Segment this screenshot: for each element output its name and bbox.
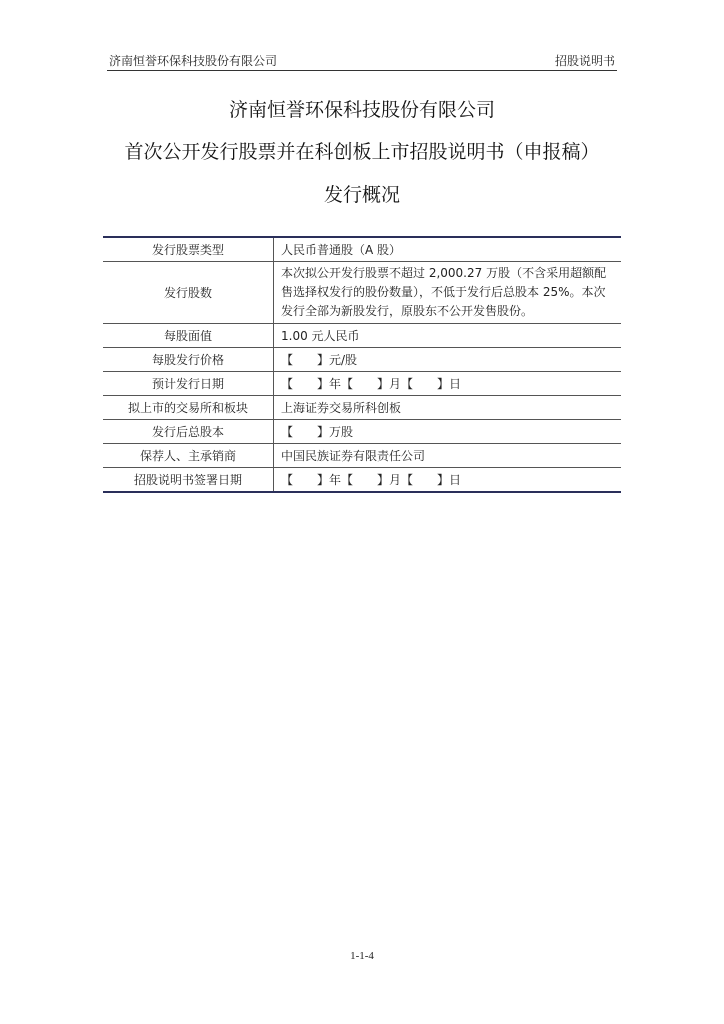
page-number: 1-1-4: [350, 950, 374, 962]
table-row: [103, 237, 621, 262]
row-label: 每股面值: [103, 324, 274, 348]
table-row: [103, 262, 621, 324]
row-value: 【 】万股: [274, 420, 622, 444]
running-header: [107, 50, 617, 71]
row-label: 发行股票类型: [103, 237, 274, 262]
row-value: 1.00 元人民币: [274, 324, 622, 348]
section-title: 发行概况: [323, 184, 400, 206]
table-row: [103, 348, 621, 372]
row-label: 预计发行日期: [103, 372, 274, 396]
row-value: 人民币普通股（A 股）: [274, 237, 622, 262]
row-value: 【 】年【 】月【 】日: [274, 468, 622, 493]
row-value: 中国民族证券有限责任公司: [274, 444, 622, 468]
row-label: 每股发行价格: [103, 348, 274, 372]
row-label: 发行股数: [103, 262, 274, 324]
table-row: [103, 372, 621, 396]
table-row: [103, 468, 621, 493]
table-row: [103, 420, 621, 444]
header-document-type: 招股说明书: [554, 54, 615, 68]
row-value: 本次拟公开发行股票不超过 2,000.27 万股（不含采用超额配售选择权发行的股份数量），不低于发行后总股本 25%。本次发行全部为新股发行，原股东不公开发售股份。: [274, 262, 622, 324]
row-value: 上海证券交易所科创板: [274, 396, 622, 420]
company-title: 济南恒誉环保科技股份有限公司: [228, 99, 495, 121]
header-company-name: 济南恒誉环保科技股份有限公司: [109, 54, 278, 68]
row-label: 拟上市的交易所和板块: [103, 396, 274, 420]
row-label: 招股说明书签署日期: [103, 468, 274, 493]
table-row: [103, 444, 621, 468]
row-value: 【 】元/股: [274, 348, 622, 372]
prospectus-title: 首次公开发行股票并在科创板上市招股说明书（申报稿）: [124, 141, 600, 163]
row-label: 保荐人、主承销商: [103, 444, 274, 468]
table-row: [103, 396, 621, 420]
table-row: [103, 324, 621, 348]
row-label: 发行后总股本: [103, 420, 274, 444]
offering-overview-table: [103, 236, 621, 493]
row-value: 【 】年【 】月【 】日: [274, 372, 622, 396]
